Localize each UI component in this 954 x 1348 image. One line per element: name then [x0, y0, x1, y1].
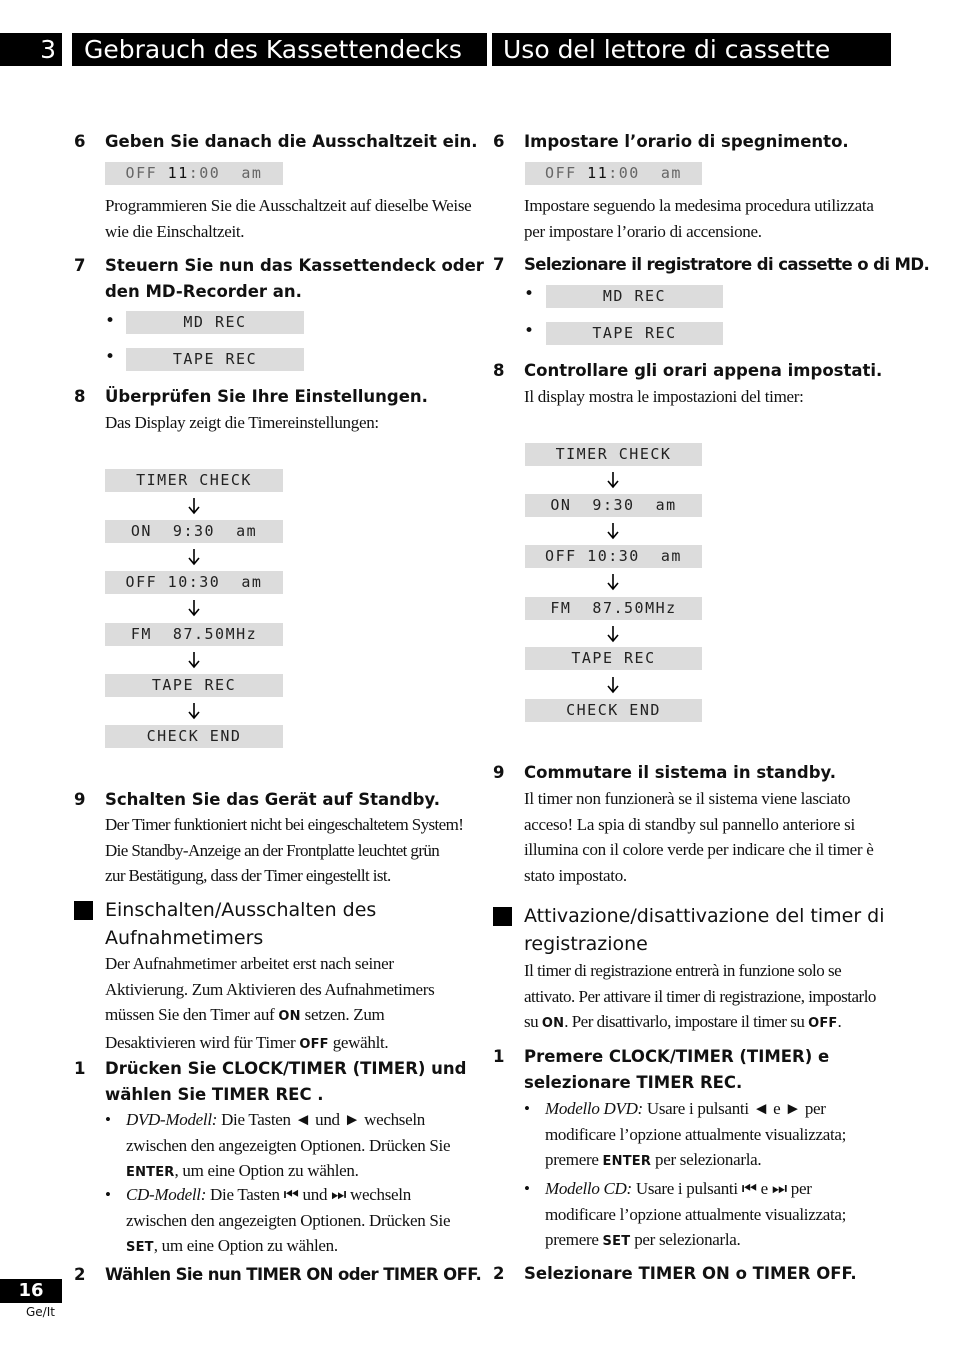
page-language: Ge/It — [26, 1305, 55, 1319]
chapter-title-de: Gebrauch des Kassettendecks — [72, 33, 487, 66]
section-body-it: Il timer di registrazione entrerà in funzione solo se attivato. Per attivare il timer di registrazione, impostarlo su ON. Per disattivarlo, impostare il timer su OFF. — [524, 961, 876, 1031]
section-body-de: Der Aufnahmetimer arbeitet erst nach seiner Aktivierung. Zum Aktivieren des Aufnahmetimers müssen Sie den Timer auf ON setzen. Zum Desaktivieren wird für Timer OFF gewählt. — [105, 954, 435, 1052]
display-timer-check: TIMER CHECK — [525, 443, 702, 466]
display-off-time: OFF 11:00 am — [525, 162, 702, 185]
display-on-time: ON 9:30 am — [105, 520, 283, 543]
step-6-body-it: Impostare seguendo la medesima procedura utilizzata per impostare l’orario di accensione. — [524, 196, 874, 241]
section-marker-icon — [74, 901, 93, 920]
display-off-time: OFF 11:00 am — [105, 162, 283, 185]
arrow-down-icon — [606, 677, 620, 694]
chapter-title-it: Uso del lettore di cassette — [492, 33, 891, 66]
display-check-end: CHECK END — [105, 725, 283, 748]
display-timer-check: TIMER CHECK — [105, 469, 283, 492]
arrow-down-icon — [187, 703, 201, 720]
step-8-body-de: Das Display zeigt die Timereinstellungen: — [105, 413, 379, 432]
bullet: • — [105, 311, 116, 331]
step-title: Geben Sie danach die Ausschaltzeit ein. — [105, 132, 478, 151]
arrow-down-icon — [606, 523, 620, 540]
display-md-rec: MD REC — [546, 285, 723, 308]
bullet: • — [524, 284, 535, 304]
display-off-time: OFF 10:30 am — [525, 545, 702, 568]
arrow-down-icon — [187, 549, 201, 566]
step-9-body-de: Der Timer funktioniert nicht bei eingeschaltetem System! Die Standby-Anzeige an der Frontplatte leuchtet grün zur Bestätigung, dass der Timer eingestellt ist. — [105, 815, 464, 885]
section-marker-icon — [493, 907, 512, 926]
arrow-down-icon — [606, 574, 620, 591]
step-number: 6 — [74, 132, 86, 151]
display-off-time: OFF 10:30 am — [105, 571, 283, 594]
page-number: 16 — [0, 1279, 62, 1303]
display-check-end: CHECK END — [525, 699, 702, 722]
display-fm: FM 87.50MHz — [525, 597, 702, 620]
display-md-rec: MD REC — [126, 311, 304, 334]
bullet: • — [524, 321, 535, 341]
section-heading-de: Einschalten/Ausschalten des Aufnahmetimers — [105, 899, 377, 949]
arrow-down-icon — [187, 498, 201, 515]
chapter-number: 3 — [0, 33, 62, 66]
step-8-body-it: Il display mostra le impostazioni del timer: — [524, 387, 804, 406]
display-tape-rec: TAPE REC — [105, 674, 283, 697]
arrow-down-icon — [187, 600, 201, 617]
section-heading-it: Attivazione/disattivazione del timer di registrazione — [524, 905, 885, 955]
arrow-down-icon — [187, 652, 201, 669]
display-tape-rec: TAPE REC — [126, 348, 304, 371]
display-tape-rec: TAPE REC — [546, 322, 723, 345]
arrow-down-icon — [606, 472, 620, 489]
step-9-body-it: Il timer non funzionerà se il sistema viene lasciato acceso! La spia di standby sul pannello anteriore si illumina con il colore verde per indicare che il timer è stato impostato. — [524, 789, 874, 885]
display-on-time: ON 9:30 am — [525, 494, 702, 517]
step-6-body-de: Programmieren Sie die Ausschaltzeit auf dieselbe Weise wie die Einschaltzeit. — [105, 196, 472, 241]
display-tape-rec: TAPE REC — [525, 647, 702, 670]
arrow-down-icon — [606, 626, 620, 643]
bullet: • — [105, 347, 116, 367]
display-fm: FM 87.50MHz — [105, 623, 283, 646]
